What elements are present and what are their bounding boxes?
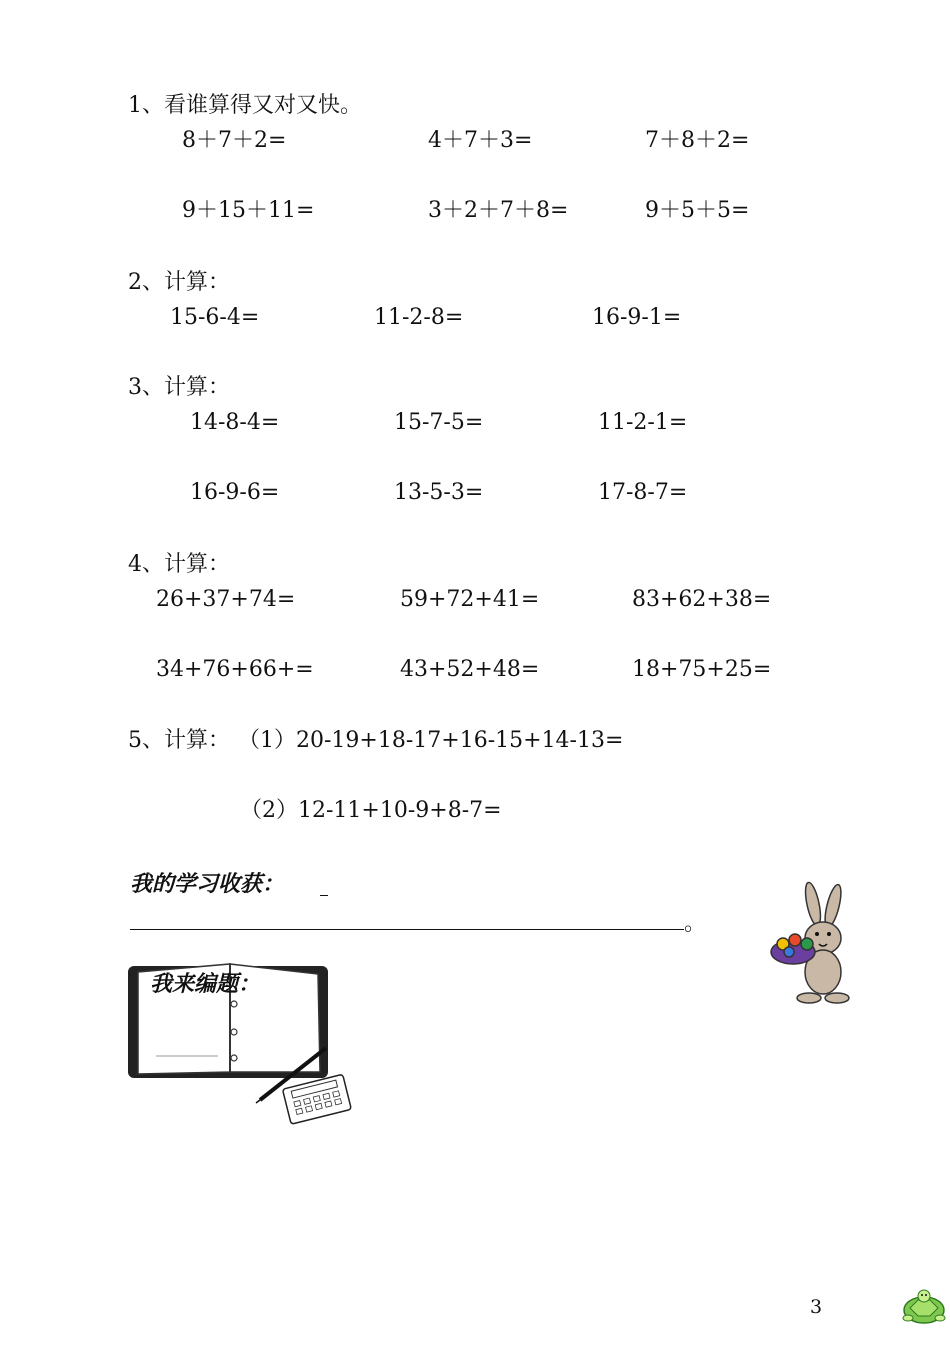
problem-1-5: 3＋2＋7＋8= bbox=[428, 198, 569, 223]
section1-heading: 1、看谁算得又对又快。 bbox=[128, 93, 362, 118]
problem-4-3: 83+62+38= bbox=[632, 587, 772, 612]
reflection-short-line bbox=[320, 895, 328, 896]
problem-1-2: 4＋7＋3= bbox=[428, 128, 533, 153]
problem-1-4: 9＋15＋11= bbox=[182, 198, 315, 223]
problem-1-6: 9＋5＋5= bbox=[645, 198, 750, 223]
rabbit-illustration bbox=[763, 880, 853, 1006]
problem-3-2: 15-7-5= bbox=[394, 410, 484, 435]
reflection-label: 我的学习收获： bbox=[130, 872, 285, 897]
problem-3-6: 17-8-7= bbox=[598, 480, 688, 505]
problem-3-3: 11-2-1= bbox=[598, 410, 688, 435]
problem-1-1: 8＋7＋2= bbox=[182, 128, 287, 153]
problem-4-5: 43+52+48= bbox=[400, 657, 540, 682]
problem-5-1: （1）20-19+18-17+16-15+14-13= bbox=[238, 728, 624, 753]
problem-2-3: 16-9-1= bbox=[592, 305, 682, 330]
problem-5-2: （2）12-11+10-9+8-7= bbox=[240, 798, 502, 823]
problem-3-1: 14-8-4= bbox=[190, 410, 280, 435]
section2-heading: 2、计算： bbox=[128, 270, 230, 295]
reflection-answer-line[interactable] bbox=[130, 929, 684, 930]
problem-2-1: 15-6-4= bbox=[170, 305, 260, 330]
problem-3-5: 13-5-3= bbox=[394, 480, 484, 505]
problem-1-3: 7＋8＋2= bbox=[645, 128, 750, 153]
section3-heading: 3、计算： bbox=[128, 375, 230, 400]
turtle-icon bbox=[900, 1286, 948, 1326]
page-number: 3 bbox=[810, 1296, 823, 1318]
section5-heading: 5、计算： bbox=[128, 728, 230, 753]
notebook-label: 我来编题： bbox=[150, 972, 261, 997]
problem-2-2: 11-2-8= bbox=[374, 305, 464, 330]
section4-heading: 4、计算： bbox=[128, 552, 230, 577]
reflection-end-mark: 。 bbox=[684, 911, 707, 936]
problem-4-4: 34+76+66+= bbox=[156, 657, 314, 682]
problem-4-1: 26+37+74= bbox=[156, 587, 296, 612]
problem-4-2: 59+72+41= bbox=[400, 587, 540, 612]
problem-4-6: 18+75+25= bbox=[632, 657, 772, 682]
problem-3-4: 16-9-6= bbox=[190, 480, 280, 505]
